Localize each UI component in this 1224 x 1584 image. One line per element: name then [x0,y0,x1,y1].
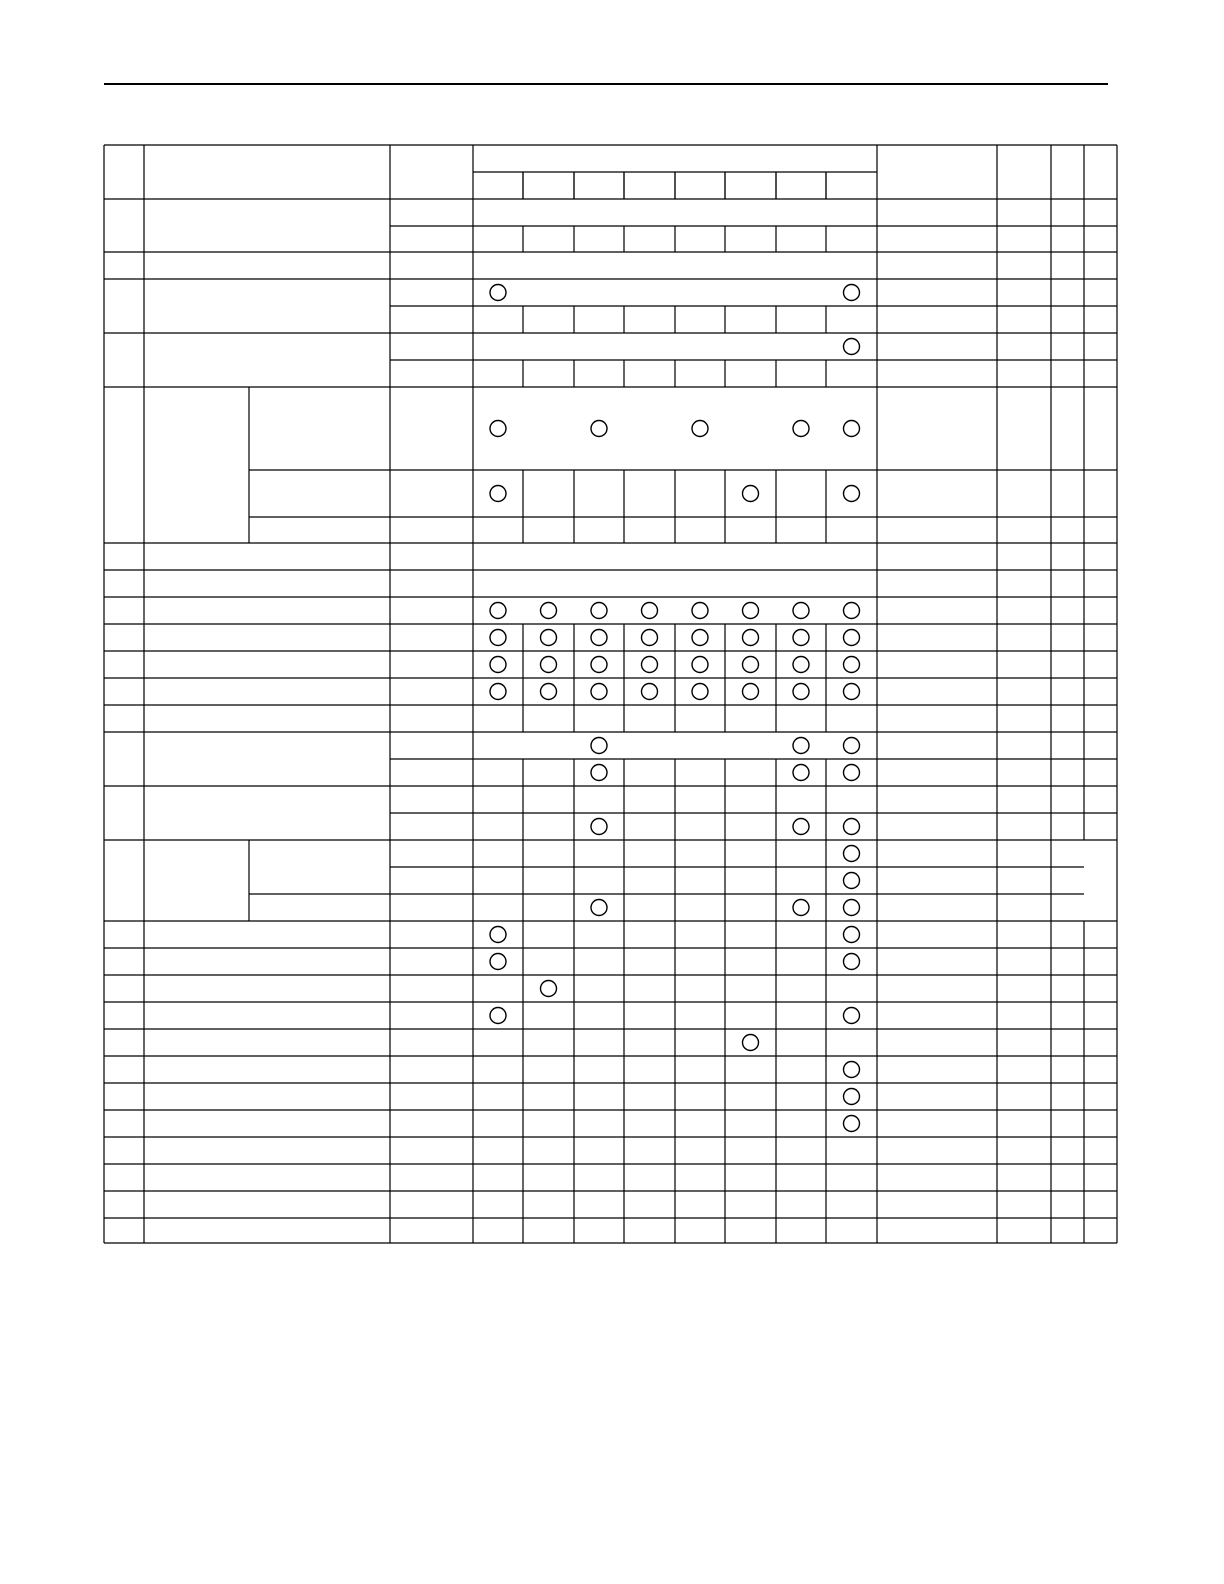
circle-mark-icon [490,603,506,619]
circle-mark-icon [692,684,708,700]
circle-mark-icon [743,486,759,502]
circle-mark-icon [793,684,809,700]
circle-mark-icon [642,684,658,700]
circle-mark-icon [844,339,860,355]
circle-mark-icon [844,1116,860,1132]
circle-mark-icon [591,738,607,754]
circle-mark-icon [692,421,708,437]
circle-mark-icon [743,1035,759,1051]
circle-mark-icon [490,684,506,700]
circle-mark-icon [743,657,759,673]
circle-mark-icon [591,684,607,700]
circle-mark-icon [490,927,506,943]
circle-mark-icon [490,486,506,502]
circle-mark-icon [591,765,607,781]
circle-mark-icon [490,1008,506,1024]
circle-mark-icon [490,421,506,437]
circle-mark-icon [844,846,860,862]
circle-mark-icon [591,819,607,835]
circle-mark-icon [793,657,809,673]
circle-mark-icon [844,900,860,916]
circle-mark-icon [793,765,809,781]
circle-mark-icon [844,819,860,835]
circle-mark-icon [844,1089,860,1105]
circle-mark-icon [844,486,860,502]
circle-mark-icon [844,603,860,619]
circle-mark-icon [793,738,809,754]
circle-mark-icon [591,630,607,646]
circle-mark-icon [844,765,860,781]
circle-mark-icon [490,630,506,646]
circle-mark-icon [793,630,809,646]
circle-mark-icon [844,630,860,646]
circle-mark-icon [692,630,708,646]
circle-mark-icon [844,738,860,754]
circle-mark-icon [844,873,860,889]
circle-mark-icon [793,421,809,437]
circle-mark-icon [793,900,809,916]
circle-mark-icon [642,630,658,646]
circle-mark-icon [591,900,607,916]
circle-mark-icon [743,684,759,700]
circle-mark-icon [844,954,860,970]
circle-mark-icon [844,285,860,301]
circle-mark-icon [844,1008,860,1024]
circle-mark-icon [541,630,557,646]
circle-mark-icon [844,927,860,943]
circle-mark-icon [692,657,708,673]
circle-mark-icon [743,603,759,619]
circle-mark-icon [591,421,607,437]
circle-mark-icon [844,657,860,673]
circle-mark-icon [793,819,809,835]
circle-mark-icon [844,684,860,700]
circle-mark-icon [642,657,658,673]
circle-mark-icon [541,657,557,673]
circle-mark-icon [743,630,759,646]
circle-mark-icon [591,657,607,673]
circle-mark-icon [490,285,506,301]
circle-mark-icon [490,954,506,970]
circle-mark-icon [541,603,557,619]
circle-mark-icon [591,603,607,619]
circle-mark-icon [490,657,506,673]
circle-mark-icon [793,603,809,619]
circle-mark-icon [541,981,557,997]
circle-mark-icon [642,603,658,619]
circle-mark-icon [692,603,708,619]
circle-mark-icon [844,1062,860,1078]
circle-mark-icon [844,421,860,437]
circle-mark-icon [541,684,557,700]
